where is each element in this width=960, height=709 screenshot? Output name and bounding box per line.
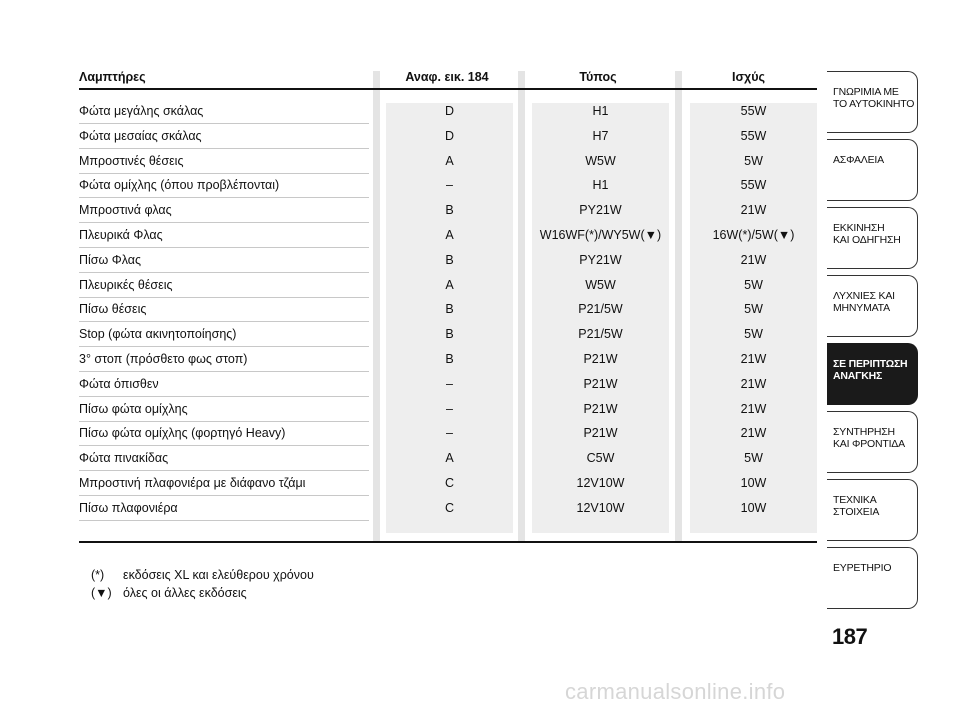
footnote-text: εκδόσεις XL και ελεύθερου χρόνου (123, 568, 314, 582)
lamp-type: PY21W (579, 203, 622, 218)
lamp-type: 12V10W (576, 476, 625, 490)
lamp-type: W5W (585, 277, 616, 292)
header-type: Τύπος (579, 70, 617, 84)
chapter-tab-label: ΤΟ ΑΥΤΟΚΙΝΗΤΟ (833, 98, 915, 110)
lamp-power: 21W (740, 376, 767, 391)
lamp-reference: B (445, 302, 454, 317)
lamp-type: PY21W (579, 252, 622, 267)
table-bottom-rule (79, 541, 817, 543)
chapter-tab[interactable] (827, 411, 918, 473)
lamp-reference: A (445, 277, 454, 292)
table-row (79, 103, 817, 128)
table-row (79, 500, 817, 525)
lamp-name: Πίσω πλαφονιέρα (79, 500, 178, 515)
chapter-tab[interactable] (827, 479, 918, 541)
lamp-reference: D (444, 128, 455, 143)
lamp-name: Πίσω φώτα ομίχλης (79, 401, 188, 416)
table-top-rule (79, 88, 817, 90)
lamp-reference: – (446, 376, 453, 391)
row-separator (79, 247, 369, 248)
lamp-power: 21W (740, 352, 767, 366)
lamp-name: Φώτα μεγάλης σκάλας (79, 104, 204, 118)
chapter-tab-label: ΕΥΡΕΤΗΡΙΟ (833, 562, 892, 574)
page-number: 187 (832, 624, 868, 649)
lamp-reference: D (444, 104, 455, 118)
chapter-tab-label: ΓΝΩΡΙΜΙΑ ΜΕ (833, 86, 899, 98)
row-separator (79, 445, 369, 446)
lamp-reference: B (445, 203, 454, 218)
row-separator (79, 321, 369, 322)
lamp-name: Πίσω φώτα ομίχλης (φορτηγό Heavy) (79, 426, 286, 441)
row-separator (79, 173, 369, 174)
table-row (79, 401, 817, 426)
lamp-name: Πλευρικές θέσεις (79, 277, 173, 292)
lamp-type: P21/5W (578, 302, 623, 317)
lamp-type: 12V10W (576, 500, 625, 515)
lamp-type: C5W (586, 451, 615, 466)
lamp-power: 5W (744, 327, 763, 342)
lamp-name: Πλευρικά Φλας (79, 228, 163, 242)
lamp-power: 5W (744, 153, 763, 168)
row-separator (79, 222, 369, 223)
lamp-type: W16WF(*)/WY5W(▼) (539, 228, 662, 242)
chapter-tab-label: ΣΕ ΠΕΡΙΠΤΩΣΗ (833, 358, 908, 370)
table-row (79, 128, 817, 153)
lamp-power: 5W (744, 302, 763, 317)
lamp-name: Πίσω θέσεις (79, 302, 147, 317)
lamp-name: Stop (φώτα ακινητοποίησης) (79, 327, 237, 342)
lamp-name: Φώτα ομίχλης (όπου προβλέπονται) (79, 178, 280, 193)
watermark: carmanualsonline.info (565, 679, 786, 704)
row-separator (79, 495, 369, 496)
lamp-power: 16W(*)/5W(▼) (712, 228, 795, 242)
table-row (79, 153, 817, 178)
table-row (79, 177, 817, 202)
row-separator (79, 148, 369, 149)
row-separator (79, 520, 369, 521)
lamp-power: 21W (740, 426, 767, 441)
lamp-power: 10W (740, 476, 767, 490)
chapter-tab-label: ΤΕΧΝΙΚΑ (833, 494, 877, 506)
row-separator (79, 470, 369, 471)
row-separator (79, 272, 369, 273)
lamp-power: 21W (740, 203, 767, 218)
row-separator (79, 197, 369, 198)
lamp-reference: – (446, 426, 453, 441)
lamp-power: 55W (740, 178, 767, 193)
lamp-name: Μπροστινές θέσεις (79, 153, 184, 168)
row-separator (79, 421, 369, 422)
row-separator (79, 297, 369, 298)
chapter-tab[interactable] (827, 275, 918, 337)
lamp-power: 21W (740, 252, 767, 267)
table-row (79, 376, 817, 401)
lamp-type: P21W (583, 352, 618, 366)
footnote-symbol: (▼) (91, 586, 112, 600)
row-separator (79, 123, 369, 124)
lamp-reference: – (446, 401, 453, 416)
table-row (79, 450, 817, 475)
chapter-tab-label: ΣΤΟΙΧΕΙΑ (833, 506, 880, 518)
lamp-type: P21/5W (578, 327, 623, 342)
chapter-tabs (827, 71, 918, 615)
footnote-symbol: (*) (91, 568, 105, 582)
lamp-power: 5W (744, 277, 763, 292)
chapter-tab-label: ΜΗΝΥΜΑΤΑ (833, 302, 890, 314)
lamp-type: P21W (583, 401, 618, 416)
lamp-power: 55W (740, 104, 767, 118)
header-power: Ισχύς (732, 70, 765, 84)
chapter-tab-label: ΚΑΙ ΟΔΗΓΗΣΗ (833, 234, 901, 246)
row-separator (79, 346, 369, 347)
table-row (79, 326, 817, 351)
header-lamps: Λαμπτήρες (79, 70, 146, 84)
table-row (79, 425, 817, 450)
lamp-type: P21W (583, 426, 618, 441)
row-separator (79, 371, 369, 372)
chapter-tab-label: ΑΝΑΓΚΗΣ (833, 370, 883, 382)
lamp-power: 55W (740, 128, 767, 143)
lamp-type: H1 (592, 104, 609, 118)
chapter-tab-label: ΛΥΧΝΙΕΣ ΚΑΙ (833, 290, 895, 302)
lamp-reference: A (445, 153, 454, 168)
lamp-type: W5W (585, 153, 616, 168)
table-row (79, 301, 817, 326)
lamp-name: 3° στοπ (πρόσθετο φως στοπ) (79, 352, 248, 366)
header-reference: Αναφ. εικ. 184 (405, 70, 489, 84)
lamp-type: P21W (583, 376, 618, 391)
chapter-tab[interactable] (827, 343, 918, 405)
lamp-reference: B (445, 352, 454, 366)
lamp-name: Φώτα πινακίδας (79, 451, 169, 466)
lamp-reference: C (444, 476, 455, 490)
chapter-tab[interactable] (827, 139, 918, 201)
lamp-name: Μπροστινή πλαφονιέρα με διάφανο τζάμι (79, 476, 306, 490)
chapter-tab[interactable] (827, 547, 918, 609)
lamp-reference: A (445, 228, 454, 242)
chapter-tab[interactable] (827, 207, 918, 269)
lamp-reference: B (445, 327, 454, 342)
table-row (79, 475, 817, 500)
lamp-name: Πίσω Φλας (79, 252, 142, 267)
lamp-reference: C (444, 500, 455, 515)
chapter-tab-label: ΑΣΦΑΛΕΙΑ (833, 154, 884, 166)
lamp-power: 10W (740, 500, 767, 515)
table-row (79, 277, 817, 302)
table-row (79, 227, 817, 252)
row-separator (79, 396, 369, 397)
table-row (79, 202, 817, 227)
chapter-tab-label: ΕΚΚΙΝΗΣΗ (833, 222, 885, 234)
lamp-name: Φώτα μεσαίας σκάλας (79, 128, 202, 143)
lamp-power: 5W (744, 451, 763, 466)
lamp-type: H7 (592, 128, 609, 143)
lamp-reference: B (445, 252, 454, 267)
lamp-name: Μπροστινά φλας (79, 203, 172, 218)
lamp-name: Φώτα όπισθεν (79, 376, 159, 391)
chapter-tab[interactable] (827, 71, 918, 133)
lamp-type: H1 (592, 178, 609, 193)
chapter-tab-label: ΣΥΝΤΗΡΗΣΗ (833, 426, 895, 438)
footnote-text: όλες οι άλλες εκδόσεις (123, 586, 247, 600)
table-row (79, 351, 817, 376)
table-row (79, 252, 817, 277)
lamp-power: 21W (740, 401, 767, 416)
lamp-reference: – (446, 178, 453, 193)
lamp-reference: A (445, 451, 454, 466)
chapter-tab-label: ΚΑΙ ΦΡΟΝΤΙΔΑ (833, 438, 905, 450)
